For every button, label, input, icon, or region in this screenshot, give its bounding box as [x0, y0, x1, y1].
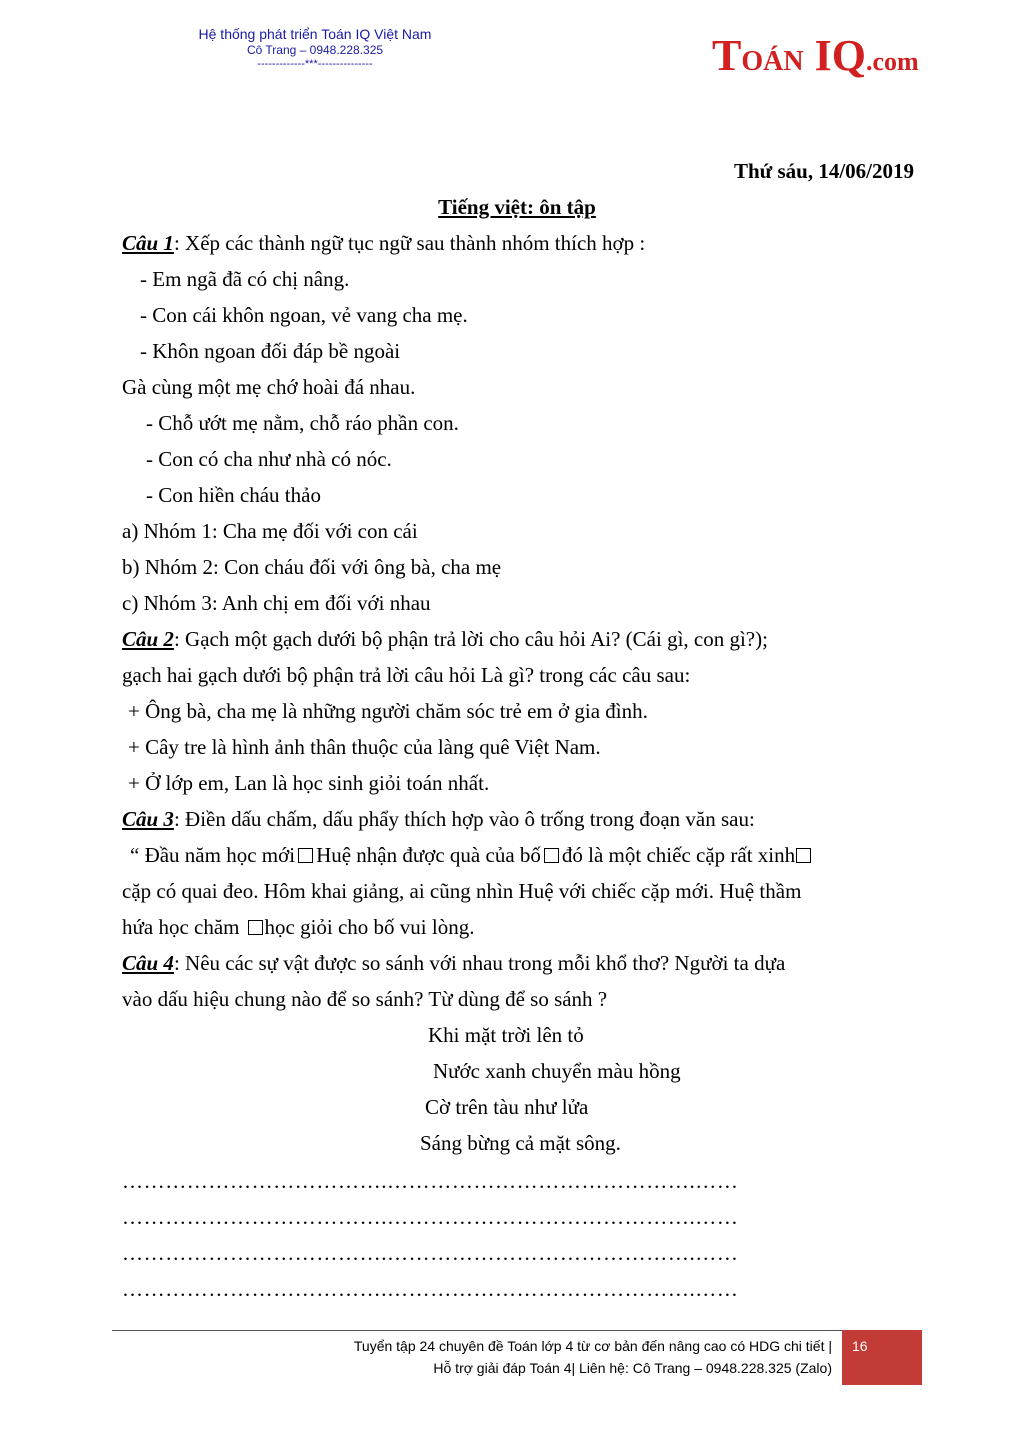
- q2-heading: [122, 626, 768, 652]
- footer-line1: Tuyển tập 24 chuyên đề Toán lớp 4 từ cơ bản đến nâng cao có HDG chi tiết |: [353, 1338, 832, 1354]
- contact-line: Cô Trang – 0948.228.325: [246, 43, 384, 57]
- poem-line: Nước xanh chuyển màu hồng: [433, 1059, 681, 1083]
- blank-box[interactable]: [248, 920, 263, 935]
- q1-item: - Con có cha như nhà có nóc.: [146, 447, 392, 471]
- q4-label: Câu 4: [122, 951, 174, 975]
- q1-item: - Con hiền cháu thảo: [146, 483, 321, 507]
- q2-item: + Cây tre là hình ảnh thân thuộc của làng quê Việt Nam.: [128, 735, 601, 759]
- q4-text: : Nêu các sự vật được so sánh với nhau trong mỗi khổ thơ? Người ta dựa: [173, 951, 786, 975]
- q1-label: Câu 1: [122, 231, 174, 255]
- q1-item: - Em ngã đã có chị nâng.: [140, 267, 350, 291]
- q1-text: : Xếp các thành ngữ tục ngữ sau thành nhóm thích hợp :: [173, 231, 646, 255]
- q3-label: Câu 3: [122, 807, 174, 831]
- q4-heading: [122, 950, 785, 976]
- page-number-badge: [842, 1330, 922, 1385]
- logo-oan: OÁN: [741, 46, 804, 77]
- q1-heading: [122, 230, 645, 256]
- q3-segment: hứa học chăm: [122, 915, 240, 939]
- poem-line: Sáng bừng cả mặt sông.: [420, 1131, 621, 1155]
- q2-item: + Ông bà, cha mẹ là những người chăm sóc trẻ em ở gia đình.: [128, 699, 648, 723]
- q3-segment: Huệ nhận được quà của bố: [316, 843, 541, 867]
- blank-box[interactable]: [796, 848, 811, 863]
- q3-text: : Điền dấu chấm, dấu phẩy thích hợp vào ô trống trong đoạn văn sau:: [173, 807, 755, 831]
- poem-line: Khi mặt trời lên tỏ: [428, 1023, 584, 1047]
- q3-segment: học giỏi cho bố vui lòng.: [264, 915, 475, 939]
- q3-heading: [122, 806, 755, 832]
- footer-line2: Hỗ trợ giải đáp Toán 4| Liên hệ: Cô Trang – 0948.228.325 (Zalo): [433, 1360, 832, 1376]
- q3-paragraph-line1: [130, 842, 814, 868]
- logo-com: .com: [865, 47, 919, 76]
- header-divider: -------------***---------------: [257, 58, 373, 70]
- q2-item: + Ở lớp em, Lan là học sinh giỏi toán nhất.: [128, 771, 490, 795]
- q1-item: - Con cái khôn ngoan, vẻ vang cha mẹ.: [140, 303, 468, 327]
- q1-item: - Khôn ngoan đối đáp bề ngoài: [140, 339, 401, 363]
- answer-line[interactable]: ……………………………….…………………………………….……: [122, 1277, 739, 1301]
- logo-letter-t: T: [712, 31, 742, 80]
- q3-paragraph-line2: cặp có quai đeo. Hôm khai giảng, ai cũng nhìn Huệ với chiếc cặp mới. Huệ thầm: [122, 879, 802, 903]
- q4-text-line2: vào dấu hiệu chung nào để so sánh? Từ dùng để so sánh ?: [122, 987, 608, 1011]
- answer-line[interactable]: ……………………………….…………………………………….……: [122, 1241, 739, 1265]
- q1-group: b) Nhóm 2: Con cháu đối với ông bà, cha mẹ: [122, 555, 502, 579]
- answer-line[interactable]: ……………………………….…………………………………….……: [122, 1205, 739, 1229]
- q1-group: c) Nhóm 3: Anh chị em đối với nhau: [122, 591, 431, 615]
- q2-label: Câu 2: [122, 627, 174, 651]
- blank-box[interactable]: [298, 848, 313, 863]
- doc-title: Tiếng việt: ôn tập: [438, 195, 596, 219]
- blank-box[interactable]: [544, 848, 559, 863]
- org-name: Hệ thống phát triển Toán IQ Việt Nam: [198, 26, 432, 42]
- q2-text: : Gạch một gạch dưới bộ phận trả lời cho câu hỏi Ai? (Cái gì, con gì?);: [173, 627, 768, 651]
- logo-iq: IQ: [803, 31, 866, 80]
- q1-group: a) Nhóm 1: Cha mẹ đối với con cái: [122, 519, 418, 543]
- q1-item: - Chỗ ướt mẹ nằm, chỗ ráo phần con.: [146, 411, 459, 435]
- q2-text-line2: gạch hai gạch dưới bộ phận trả lời câu hỏi Là gì? trong các câu sau:: [122, 663, 691, 687]
- q3-segment: “ Đầu năm học mới: [130, 843, 296, 867]
- poem-line: Cờ trên tàu như lửa: [425, 1095, 589, 1119]
- footer-rule: [112, 1330, 922, 1331]
- answer-line[interactable]: ……………………………….…………………………………….……: [122, 1169, 739, 1193]
- header-info: [150, 26, 480, 70]
- doc-date: Thứ sáu, 14/06/2019: [733, 159, 914, 183]
- q3-paragraph-line3: [122, 914, 474, 940]
- q1-item: Gà cùng một mẹ chớ hoài đá nhau.: [122, 375, 416, 399]
- toaniq-logo: [712, 30, 919, 86]
- q3-segment: đó là một chiếc cặp rất xinh: [561, 843, 796, 867]
- page-number: 16: [852, 1338, 868, 1354]
